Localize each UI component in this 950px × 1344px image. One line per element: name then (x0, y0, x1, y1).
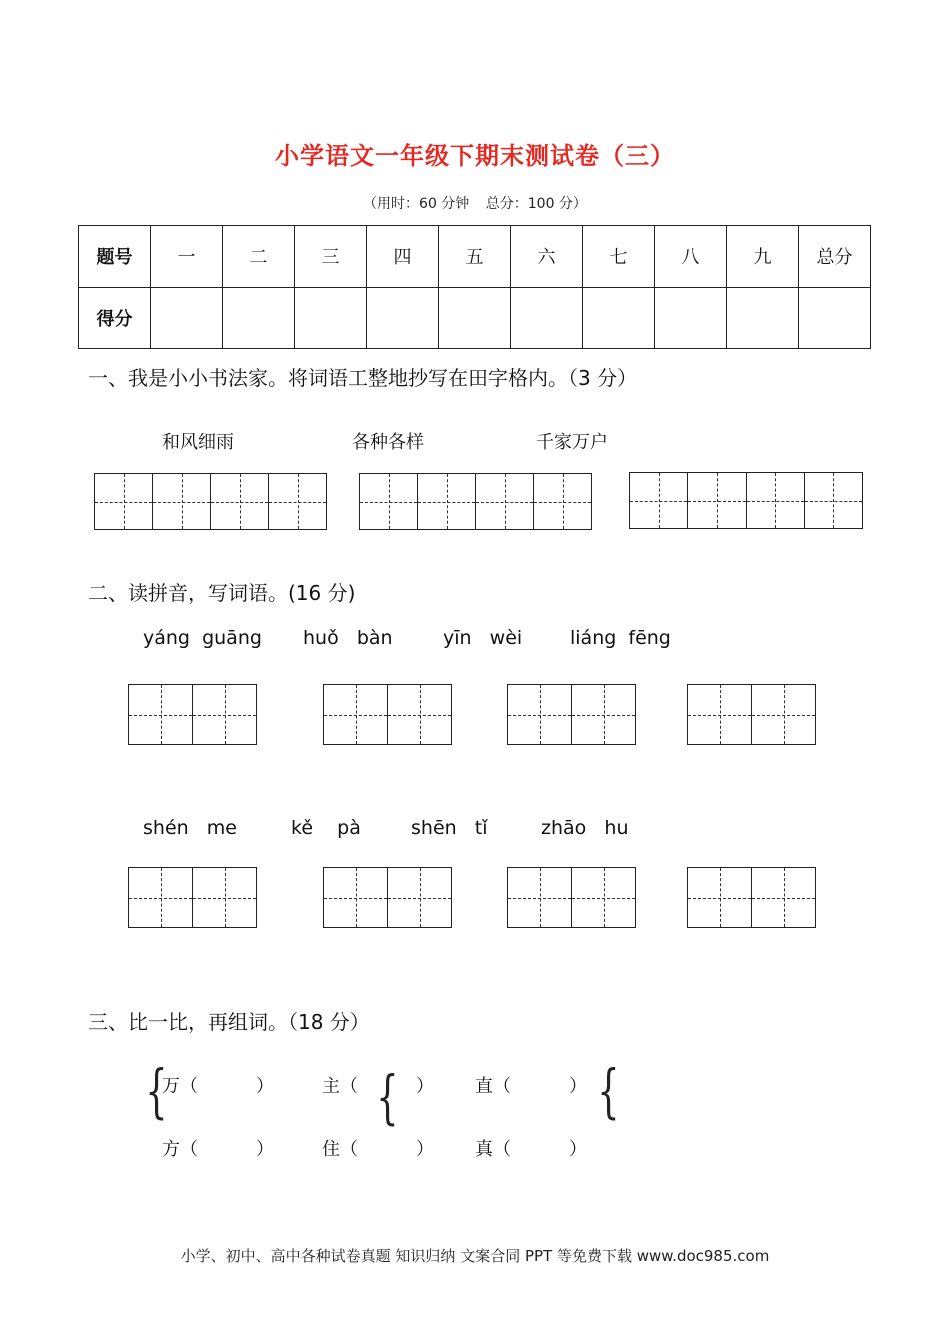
pinyin-prompt: huǒ bàn (303, 627, 393, 649)
tianzige-grid[interactable] (507, 867, 636, 928)
copy-word: 千家万户 (536, 432, 608, 453)
pinyin-prompt: shén me (143, 817, 237, 839)
score-col: 七 (583, 226, 655, 288)
tianzige-grid[interactable] (128, 684, 257, 745)
tianzige-grid[interactable] (323, 684, 452, 745)
tianzige-grid[interactable] (359, 473, 592, 530)
grid-cell[interactable] (387, 685, 451, 744)
copy-word: 各种各样 (352, 432, 424, 453)
grid-cell[interactable] (571, 868, 635, 927)
section3-heading: 三、比一比，再组词。（18 分） (88, 1010, 370, 1034)
score-col: 五 (439, 226, 511, 288)
grid-cell[interactable] (751, 868, 815, 927)
grid-cell[interactable] (210, 474, 268, 529)
score-col: 一 (151, 226, 223, 288)
left-brace-icon: { (145, 1057, 168, 1125)
section2-heading: 二、读拼音，写词语。(16 分) (88, 581, 356, 605)
tianzige-grid[interactable] (687, 867, 816, 928)
score-col: 六 (511, 226, 583, 288)
score-col-total: 总分 (799, 226, 871, 288)
grid-cell[interactable] (688, 685, 751, 744)
section1-heading: 一、我是小小书法家。将词语工整地抄写在田字格内。（3 分） (88, 366, 638, 390)
compare-char-close[interactable]: ） (569, 1076, 587, 1097)
grid-cell[interactable] (475, 474, 533, 529)
score-cell[interactable] (727, 287, 799, 349)
pinyin-prompt: kě pà (291, 817, 361, 839)
pinyin-prompt: yīn wèi (443, 627, 523, 649)
compare-char-close[interactable]: ） (569, 1139, 587, 1160)
grid-cell[interactable] (687, 473, 745, 528)
score-cell[interactable] (295, 287, 367, 349)
grid-cell[interactable] (152, 474, 210, 529)
exam-info (0, 193, 950, 213)
grid-cell[interactable] (129, 685, 192, 744)
grid-cell[interactable] (95, 474, 152, 529)
footer-text: 小学、初中、高中各种试卷真题 知识归纳 文案合同 PPT 等免费下载 www.doc985.com (180, 1247, 770, 1265)
grid-cell[interactable] (387, 868, 451, 927)
score-note: 总分：100 分） (485, 196, 587, 212)
grid-cell[interactable] (630, 473, 687, 528)
grid-cell[interactable] (508, 685, 571, 744)
tianzige-grid[interactable] (323, 867, 452, 928)
tianzige-grid[interactable] (629, 472, 863, 529)
grid-cell[interactable] (688, 868, 751, 927)
grid-cell[interactable] (129, 868, 192, 927)
score-row-label: 得分 (79, 287, 151, 349)
grid-cell[interactable] (324, 685, 387, 744)
score-cell[interactable] (511, 287, 583, 349)
grid-cell[interactable] (324, 868, 387, 927)
score-col: 九 (727, 226, 799, 288)
score-cell[interactable] (223, 287, 295, 349)
score-cell[interactable] (583, 287, 655, 349)
compare-char-open: 方（ (162, 1139, 198, 1160)
tianzige-grid[interactable] (507, 684, 636, 745)
copy-word: 和风细雨 (162, 432, 234, 453)
compare-char-open: 万（ (162, 1076, 198, 1097)
grid-cell[interactable] (746, 473, 804, 528)
tianzige-grid[interactable] (94, 473, 327, 530)
compare-char-close[interactable]: ） (416, 1139, 434, 1160)
grid-cell[interactable] (192, 868, 256, 927)
compare-char-open: 直（ (475, 1076, 511, 1097)
grid-cell[interactable] (571, 685, 635, 744)
score-cell[interactable] (799, 287, 871, 349)
grid-cell[interactable] (360, 474, 417, 529)
score-cell[interactable] (439, 287, 511, 349)
score-table (78, 225, 871, 349)
tianzige-grid[interactable] (128, 867, 257, 928)
score-table-score-row (79, 287, 871, 349)
time-note: （用时：60 分钟 (363, 196, 470, 212)
score-col: 二 (223, 226, 295, 288)
left-brace-icon: { (376, 1063, 399, 1131)
left-brace-icon: { (597, 1057, 620, 1125)
score-col: 三 (295, 226, 367, 288)
pinyin-prompt: yáng guāng (143, 627, 262, 649)
grid-cell[interactable] (417, 474, 475, 529)
compare-char-close[interactable]: ） (416, 1076, 434, 1097)
score-cell[interactable] (151, 287, 223, 349)
compare-char-open: 住（ (322, 1139, 358, 1160)
compare-char-close[interactable]: ） (256, 1139, 274, 1160)
compare-char-close[interactable]: ） (256, 1076, 274, 1097)
pinyin-prompt: liáng fēng (570, 627, 671, 649)
score-col: 八 (655, 226, 727, 288)
score-table-header-row (79, 226, 871, 288)
page-title: 小学语文一年级下期末测试卷（三） (275, 142, 675, 170)
score-cell[interactable] (655, 287, 727, 349)
tianzige-grid[interactable] (687, 684, 816, 745)
score-col-label: 题号 (79, 226, 151, 288)
grid-cell[interactable] (751, 685, 815, 744)
grid-cell[interactable] (508, 868, 571, 927)
grid-cell[interactable] (804, 473, 862, 528)
compare-char-open: 主（ (322, 1076, 358, 1097)
score-col: 四 (367, 226, 439, 288)
score-cell[interactable] (367, 287, 439, 349)
compare-char-open: 真（ (475, 1139, 511, 1160)
pinyin-prompt: shēn tǐ (411, 817, 488, 839)
grid-cell[interactable] (268, 474, 326, 529)
pinyin-prompt: zhāo hu (541, 817, 629, 839)
grid-cell[interactable] (533, 474, 591, 529)
grid-cell[interactable] (192, 685, 256, 744)
